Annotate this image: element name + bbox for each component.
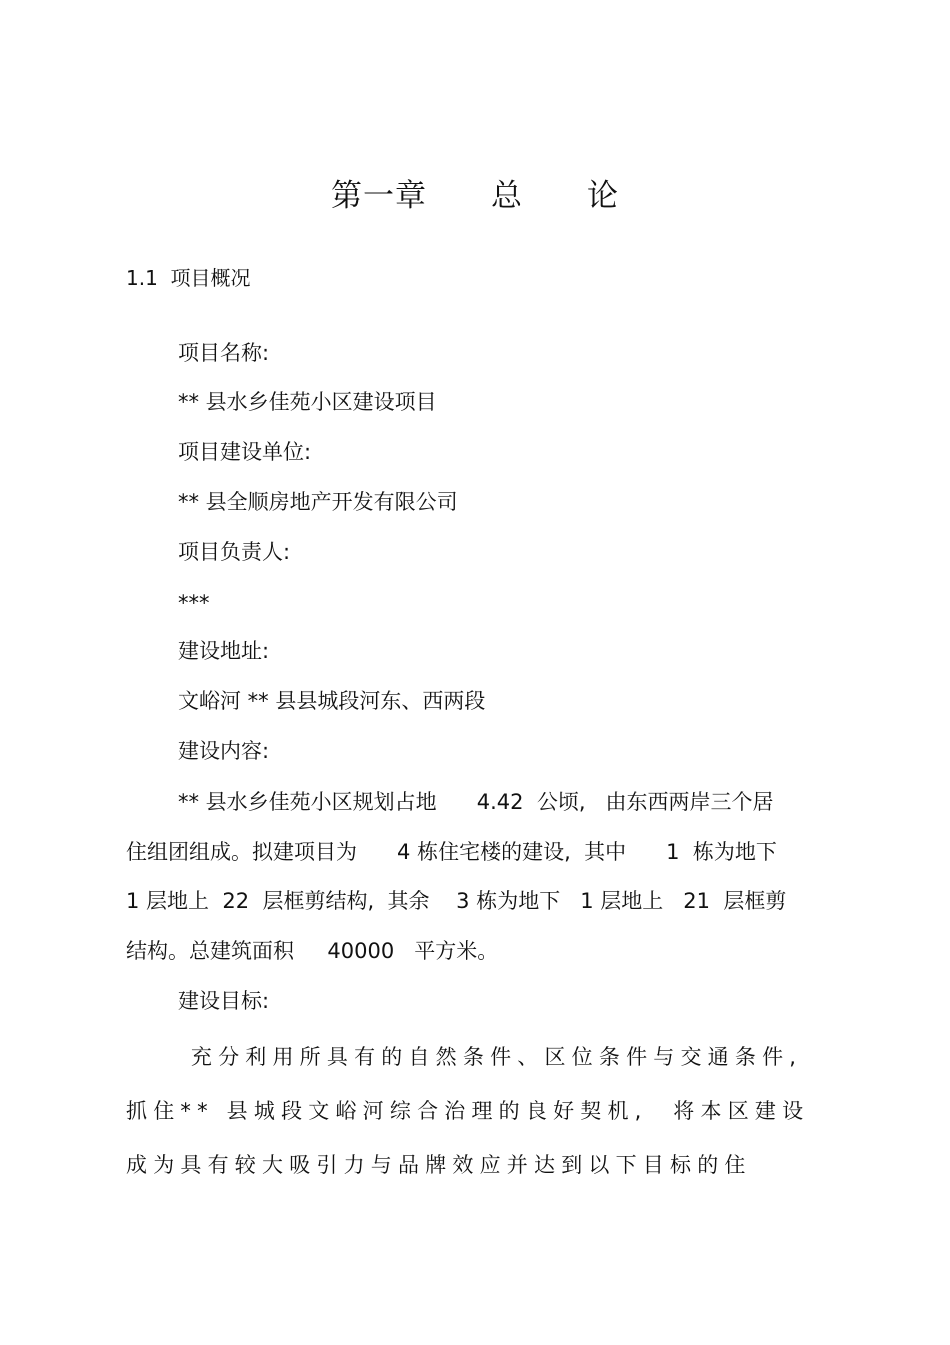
scope-paragraph-line: 住组团组成。拟建项目为 4 栋住宅楼的建设, 其中 1 栋为地下 (126, 840, 777, 864)
project-name-label: 项目名称: (178, 341, 270, 365)
goal-paragraph-line: 充分利用所具有的自然条件、区位条件与交通条件, (178, 1045, 803, 1069)
construction-unit-label: 项目建设单位: (178, 440, 312, 464)
construction-address-label: 建设地址: (178, 639, 270, 663)
construction-goal-label: 建设目标: (178, 989, 270, 1013)
scope-paragraph-line: 1 层地上 22 层框剪结构, 其余 3 栋为地下 1 层地上 21 层框剪 (126, 889, 787, 913)
project-leader-label: 项目负责人: (178, 540, 291, 564)
scope-paragraph-line: ** 县水乡佳苑小区规划占地 4.42 公顷, 由东西两岸三个居 (178, 790, 774, 814)
goal-paragraph-line: 成为具有较大吸引力与品牌效应并达到以下目标的住 (126, 1153, 752, 1177)
goal-paragraph-line: 抓住** 县城段文峪河综合治理的良好契机, 将本区建设 (126, 1099, 810, 1123)
project-leader-value: *** (178, 591, 210, 615)
project-name-value: ** 县水乡佳苑小区建设项目 (178, 390, 437, 414)
scope-paragraph-line: 结构。总建筑面积 40000 平方米。 (126, 939, 499, 963)
section-heading: 1.1 项目概况 (126, 266, 251, 290)
construction-unit-value: ** 县全顺房地产开发有限公司 (178, 490, 458, 514)
chapter-title: 第一章 总 论 (331, 178, 619, 214)
construction-address-value: 文峪河 ** 县县城段河东、西两段 (178, 689, 486, 713)
construction-scope-label: 建设内容: (178, 739, 270, 763)
